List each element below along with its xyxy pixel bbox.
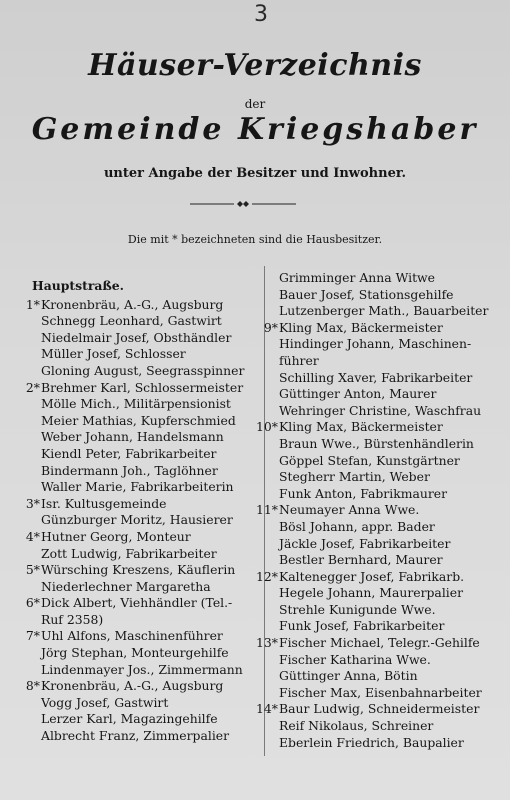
house-number: 1* <box>25 296 40 312</box>
resident-entry: Uhl Alfons, Maschinenführer <box>41 628 223 644</box>
list-item <box>14 297 264 314</box>
resident-entry: Grimminger Anna Witwe <box>279 270 435 285</box>
house-number: 5* <box>25 562 40 578</box>
house-number: 7* <box>25 628 40 644</box>
resident-entry: Kiendl Peter, Fabrikarbeiter <box>41 445 217 461</box>
resident-entry: Kronenbräu, A.-G., Augsburg <box>41 678 224 694</box>
list-item <box>252 403 508 420</box>
house-number <box>14 429 40 446</box>
house-number: 4* <box>25 528 40 544</box>
house-number <box>14 346 40 363</box>
house-number <box>14 479 40 496</box>
resident-entry: Zott Ludwig, Fabrikarbeiter <box>41 545 217 561</box>
list-item <box>252 618 508 635</box>
house-number <box>252 602 278 619</box>
house-number <box>14 579 40 596</box>
list-item <box>252 469 508 486</box>
house-number: 3* <box>25 495 40 511</box>
house-number <box>252 270 278 287</box>
list-item <box>14 512 264 529</box>
house-number <box>14 363 40 380</box>
house-number <box>252 370 278 387</box>
right-entries <box>252 270 508 751</box>
left-column <box>14 270 264 745</box>
house-number: 10* <box>256 419 278 435</box>
resident-entry: Isr. Kultusgemeinde <box>41 495 167 511</box>
resident-entry: Braun Wwe., Bürstenhändlerin <box>279 435 474 451</box>
resident-entry: Kling Max, Bäckermeister <box>279 319 443 335</box>
list-item <box>252 353 508 370</box>
list-item <box>14 662 264 679</box>
list-item <box>252 718 508 735</box>
house-number <box>252 303 278 320</box>
house-number <box>252 652 278 669</box>
list-item <box>252 370 508 387</box>
resident-entry: Hindinger Johann, Maschinen- <box>279 336 472 352</box>
house-number: 2* <box>25 379 40 395</box>
resident-entry: Lindenmayer Jos., Zimmermann <box>41 661 243 677</box>
resident-entry: Baur Ludwig, Schneidermeister <box>279 701 480 717</box>
house-number <box>14 612 40 629</box>
list-item <box>252 303 508 320</box>
resident-entry: Funk Josef, Fabrikarbeiter <box>279 618 445 634</box>
house-number <box>14 396 40 413</box>
resident-entry: Schnegg Leonhard, Gastwirt <box>41 313 222 329</box>
list-item <box>252 453 508 470</box>
house-number: 9* <box>263 319 278 335</box>
house-number: 14* <box>256 701 278 717</box>
house-number <box>14 463 40 480</box>
resident-entry: Ruf 2358) <box>41 611 104 627</box>
resident-entry: Stegherr Martin, Weber <box>279 469 430 485</box>
resident-entry: Güttinger Anton, Maurer <box>279 386 437 402</box>
list-item <box>14 529 264 546</box>
list-item <box>14 413 264 430</box>
list-item <box>14 313 264 330</box>
list-item <box>252 735 508 752</box>
house-number <box>252 453 278 470</box>
house-number: 6* <box>25 595 40 611</box>
resident-entry: Kaltenegger Josef, Fabrikarb. <box>279 568 465 584</box>
resident-entry: Niederlechner Margaretha <box>41 578 211 594</box>
page-number: 3 <box>254 2 268 27</box>
resident-entry: Waller Marie, Fabrikarbeiterin <box>41 479 234 495</box>
list-item <box>14 346 264 363</box>
resident-entry: Reif Nikolaus, Schreiner <box>279 718 434 734</box>
list-item <box>252 436 508 453</box>
resident-entry: Schilling Xaver, Fabrikarbeiter <box>279 369 473 385</box>
list-item <box>14 446 264 463</box>
house-number <box>14 446 40 463</box>
resident-entry: Funk Anton, Fabrikmaurer <box>279 485 447 501</box>
list-item <box>14 595 264 612</box>
resident-entry: Kling Max, Bäckermeister <box>279 419 443 435</box>
house-number <box>14 313 40 330</box>
house-number <box>252 436 278 453</box>
resident-entry: Mölle Mich., Militärpensionist <box>41 396 231 412</box>
house-number <box>252 353 278 370</box>
house-number <box>252 336 278 353</box>
house-number <box>14 413 40 430</box>
list-item <box>14 562 264 579</box>
list-item <box>14 496 264 513</box>
list-item <box>14 579 264 596</box>
list-item <box>14 628 264 645</box>
resident-entry: Albrecht Franz, Zimmerpalier <box>41 728 230 744</box>
resident-entry: Wehringer Christine, Waschfrau <box>279 402 482 418</box>
resident-entry: Weber Johann, Handelsmann <box>41 429 224 445</box>
list-item <box>252 486 508 503</box>
house-number <box>252 536 278 553</box>
list-item <box>252 652 508 669</box>
house-number: 13* <box>256 635 278 651</box>
list-item <box>252 336 508 353</box>
list-item <box>252 536 508 553</box>
right-column <box>252 270 508 751</box>
list-item <box>252 270 508 287</box>
resident-entry: Bösl Johann, appr. Bader <box>279 518 435 534</box>
resident-entry: Jäckle Josef, Fabrikarbeiter <box>279 535 451 551</box>
resident-entry: führer <box>279 352 319 368</box>
list-item <box>14 479 264 496</box>
legend-note: Die mit * bezeichneten sind die Hausbesitzer. <box>127 233 383 246</box>
house-number <box>14 512 40 529</box>
resident-entry: Meier Mathias, Kupferschmied <box>41 412 236 428</box>
resident-entry: Fischer Max, Eisenbahnarbeiter <box>279 684 482 700</box>
list-item <box>252 635 508 652</box>
list-item <box>252 569 508 586</box>
list-item <box>14 330 264 347</box>
list-item <box>14 396 264 413</box>
list-item <box>252 320 508 337</box>
house-number <box>252 735 278 752</box>
list-item <box>252 287 508 304</box>
house-number <box>252 469 278 486</box>
house-number <box>252 552 278 569</box>
left-entries <box>14 297 264 745</box>
resident-entry: Würsching Kreszens, Käuflerin <box>41 562 236 578</box>
house-number <box>14 546 40 563</box>
page-subtitle: unter Angabe der Besitzer und Inwohner. <box>103 166 407 181</box>
resident-entry: Strehle Kunigunde Wwe. <box>279 601 436 617</box>
house-number: 12* <box>256 568 278 584</box>
resident-entry: Lutzenberger Math., Bauarbeiter <box>279 303 489 319</box>
resident-entry: Eberlein Friedrich, Baupalier <box>279 734 464 750</box>
resident-entry: Brehmer Karl, Schlossermeister <box>41 379 244 395</box>
resident-entry: Vogg Josef, Gastwirt <box>41 694 169 710</box>
house-number <box>252 668 278 685</box>
house-number <box>14 662 40 679</box>
list-item <box>252 386 508 403</box>
house-number <box>252 519 278 536</box>
list-item <box>252 419 508 436</box>
page-title: Häuser-Verzeichnis <box>88 48 422 83</box>
list-item <box>14 695 264 712</box>
list-item <box>14 429 264 446</box>
ornament-divider <box>190 198 296 210</box>
list-item <box>252 585 508 602</box>
resident-entry: Jörg Stephan, Monteurgehilfe <box>41 645 229 661</box>
house-number: 8* <box>25 678 40 694</box>
title-der: der <box>244 97 266 111</box>
house-number <box>252 685 278 702</box>
resident-entry: Fischer Katharina Wwe. <box>279 651 431 667</box>
resident-entry: Kronenbräu, A.-G., Augsburg <box>41 296 224 312</box>
resident-entry: Göppel Stefan, Kunstgärtner <box>279 452 460 468</box>
house-number <box>252 403 278 420</box>
house-number <box>252 618 278 635</box>
municipality-heading: Gemeinde Kriegshaber <box>31 112 479 147</box>
list-item <box>252 668 508 685</box>
section-heading: Hauptstraße. <box>32 278 124 293</box>
house-number <box>14 695 40 712</box>
resident-entry: Lerzer Karl, Magazingehilfe <box>41 711 218 727</box>
list-item <box>252 519 508 536</box>
house-number <box>252 585 278 602</box>
resident-entry: Bindermann Joh., Taglöhner <box>41 462 218 478</box>
house-number <box>14 330 40 347</box>
house-number <box>252 386 278 403</box>
list-item <box>14 678 264 695</box>
resident-entry: Fischer Michael, Telegr.-Gehilfe <box>279 635 480 651</box>
resident-entry: Dick Albert, Viehhändler (Tel.- <box>41 595 233 611</box>
house-number: 11* <box>256 502 278 518</box>
house-number <box>252 287 278 304</box>
resident-entry: Hegele Johann, Maurerpalier <box>279 585 464 601</box>
resident-entry: Bauer Josef, Stationsgehilfe <box>279 286 454 302</box>
resident-entry: Hutner Georg, Monteur <box>41 528 191 544</box>
house-number <box>14 711 40 728</box>
list-item <box>14 363 264 380</box>
list-item <box>14 645 264 662</box>
resident-entry: Günzburger Moritz, Hausierer <box>41 512 233 528</box>
resident-entry: Bestler Bernhard, Maurer <box>279 552 443 568</box>
list-item <box>14 380 264 397</box>
list-item <box>252 602 508 619</box>
resident-entry: Neumayer Anna Wwe. <box>279 502 420 518</box>
list-item <box>252 685 508 702</box>
list-item <box>252 552 508 569</box>
list-item <box>14 728 264 745</box>
house-number <box>252 486 278 503</box>
list-item <box>14 463 264 480</box>
list-item <box>14 711 264 728</box>
house-number <box>14 728 40 745</box>
house-number <box>14 645 40 662</box>
resident-entry: Müller Josef, Schlosser <box>41 346 186 362</box>
list-item <box>14 612 264 629</box>
resident-entry: Niedelmair Josef, Obsthändler <box>41 329 232 345</box>
list-item <box>252 502 508 519</box>
resident-entry: Gloning August, Seegrasspinner <box>41 362 245 378</box>
resident-entry: Güttinger Anna, Bötin <box>279 668 418 684</box>
house-number <box>252 718 278 735</box>
list-item <box>252 701 508 718</box>
list-item <box>14 546 264 563</box>
